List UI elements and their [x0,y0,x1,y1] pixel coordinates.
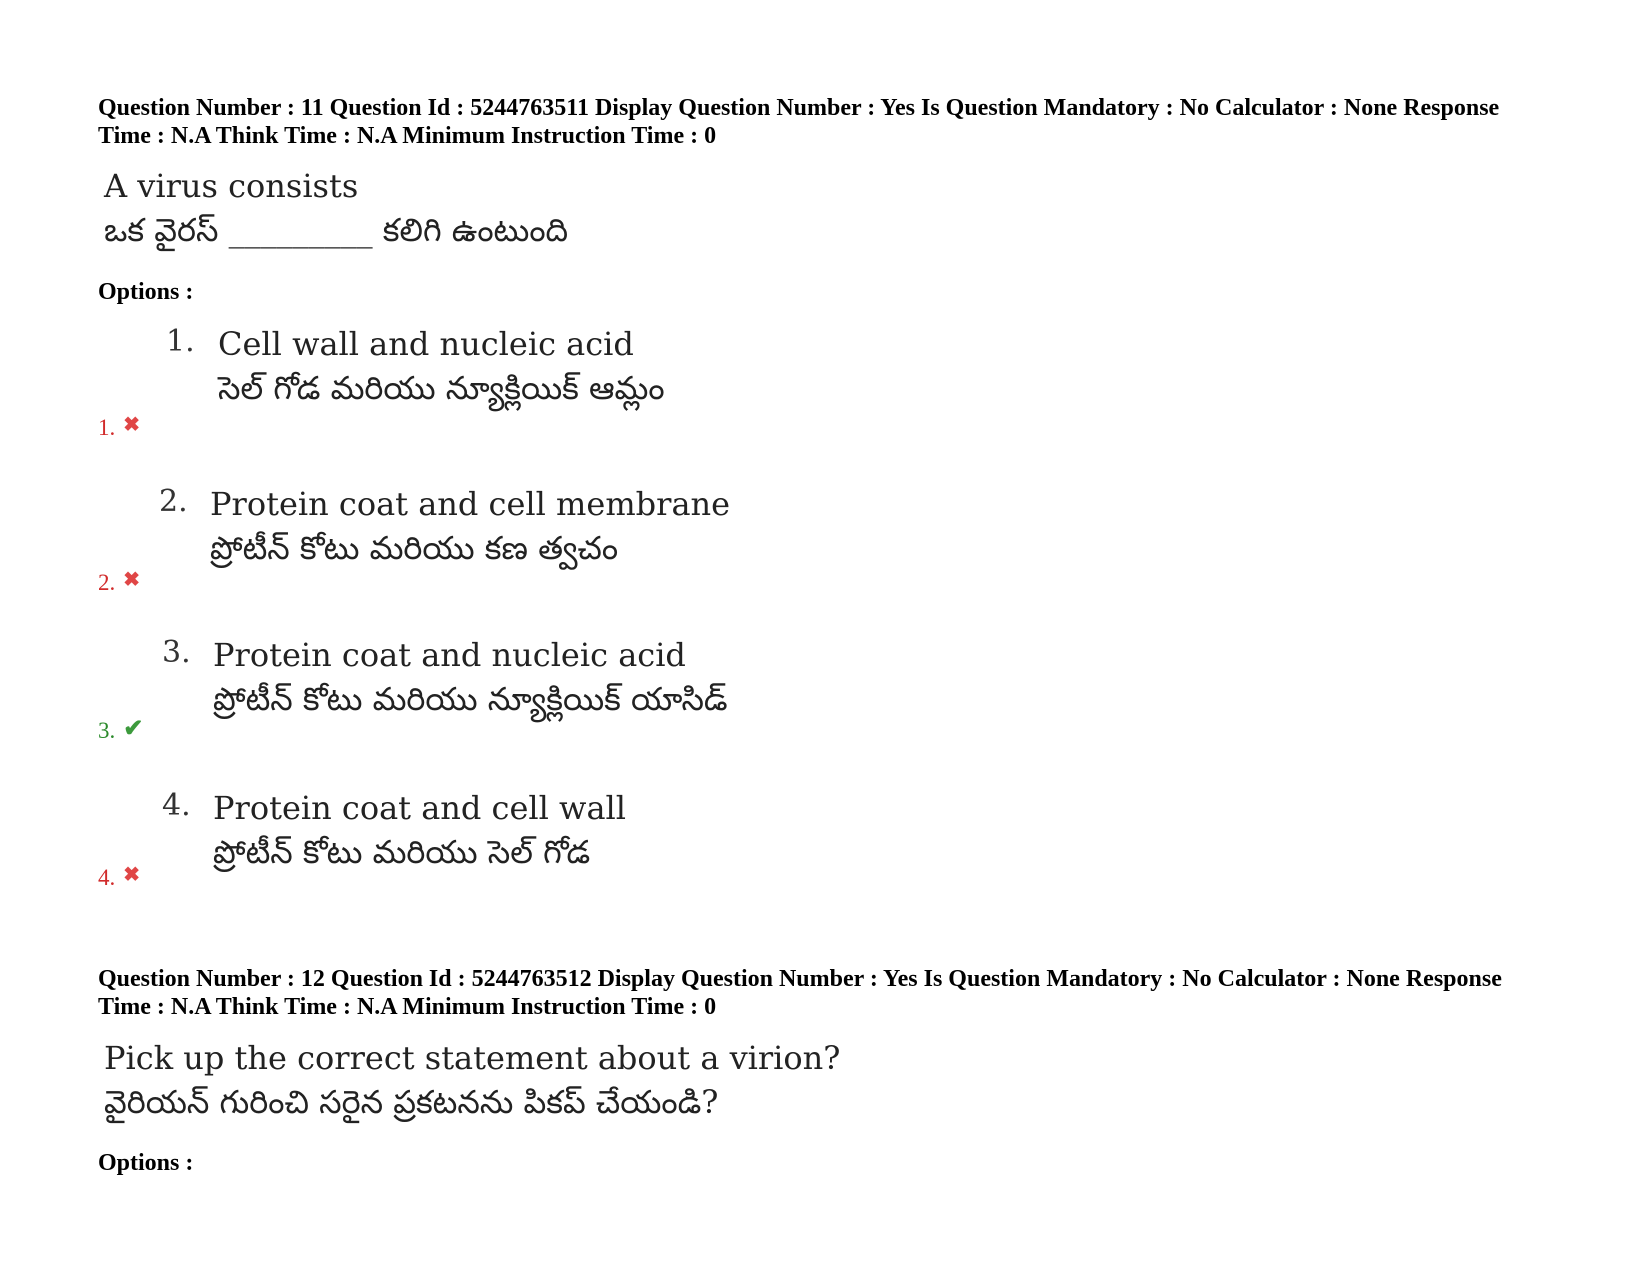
option-2-marker[interactable] [98,567,140,596]
option-3-text-en: Protein coat and nucleic acid [213,636,686,674]
option-3-marker-label: 3. [98,718,116,743]
option-2-marker-label: 2. [98,570,116,595]
question-12-text [104,1036,840,1124]
option-4-text-en: Protein coat and cell wall [213,789,626,827]
question-12-header [98,965,1598,1021]
question-11-text-te: ఒక వైరస్ _________ కలిగి ఉంటుంది [104,211,569,249]
option-1-text [218,322,665,410]
option-3-text-te: ప్రోటీన్ కోటు మరియు న్యూక్లియిక్ యాసిడ్ [213,680,728,718]
question-12-options-label: Options : [98,1150,194,1176]
cross-icon: ✖ [123,569,141,591]
cross-icon: ✖ [123,414,141,436]
option-2-text-en: Protein coat and cell membrane [210,485,731,523]
question-12-header-line2: Time : N.A Think Time : N.A Minimum Instruction Time : 0 [98,994,717,1020]
question-11-header [98,94,1598,150]
option-4-text [213,786,626,874]
question-12-text-en: Pick up the correct statement about a virion? [104,1039,841,1077]
option-4-marker[interactable] [98,862,140,891]
option-2-text-te: ప్రోటీన్ కోటు మరియు కణ త్వచం [210,529,619,567]
question-12-header-line1: Question Number : 12 Question Id : 5244763512 Display Question Number : Yes Is Question Mandatory : No Calculator : None Response [98,966,1502,992]
check-icon: ✔ [123,716,144,742]
option-3-text [213,633,728,721]
question-11-header-line1: Question Number : 11 Question Id : 5244763511 Display Question Number : Yes Is Question Mandatory : No Calculator : None Response [98,95,1500,121]
question-11-text-en: A virus consists [104,167,359,205]
option-1-text-en: Cell wall and nucleic acid [218,325,634,363]
option-1-text-te: సెల్ గోడ మరియు న్యూక్లియిక్ ఆమ్లం [218,369,665,407]
question-11-options-label: Options : [98,279,194,305]
option-2-number: 2. [159,484,188,519]
option-2-text [210,482,730,570]
option-3-marker[interactable] [98,714,143,744]
option-1-number: 1. [166,324,195,359]
option-3-number: 3. [162,635,191,670]
question-11-header-line2: Time : N.A Think Time : N.A Minimum Instruction Time : 0 [98,123,717,149]
cross-icon: ✖ [123,864,141,886]
option-4-marker-label: 4. [98,865,116,890]
option-4-number: 4. [162,788,191,823]
option-1-marker[interactable] [98,412,140,441]
question-12-text-te: వైరియన్ గురించి సరైన ప్రకటనను పికప్ చేయండి? [104,1083,719,1121]
option-1-marker-label: 1. [98,415,116,440]
option-4-text-te: ప్రోటీన్ కోటు మరియు సెల్ గోడ [213,833,591,871]
question-11-text [104,164,568,252]
